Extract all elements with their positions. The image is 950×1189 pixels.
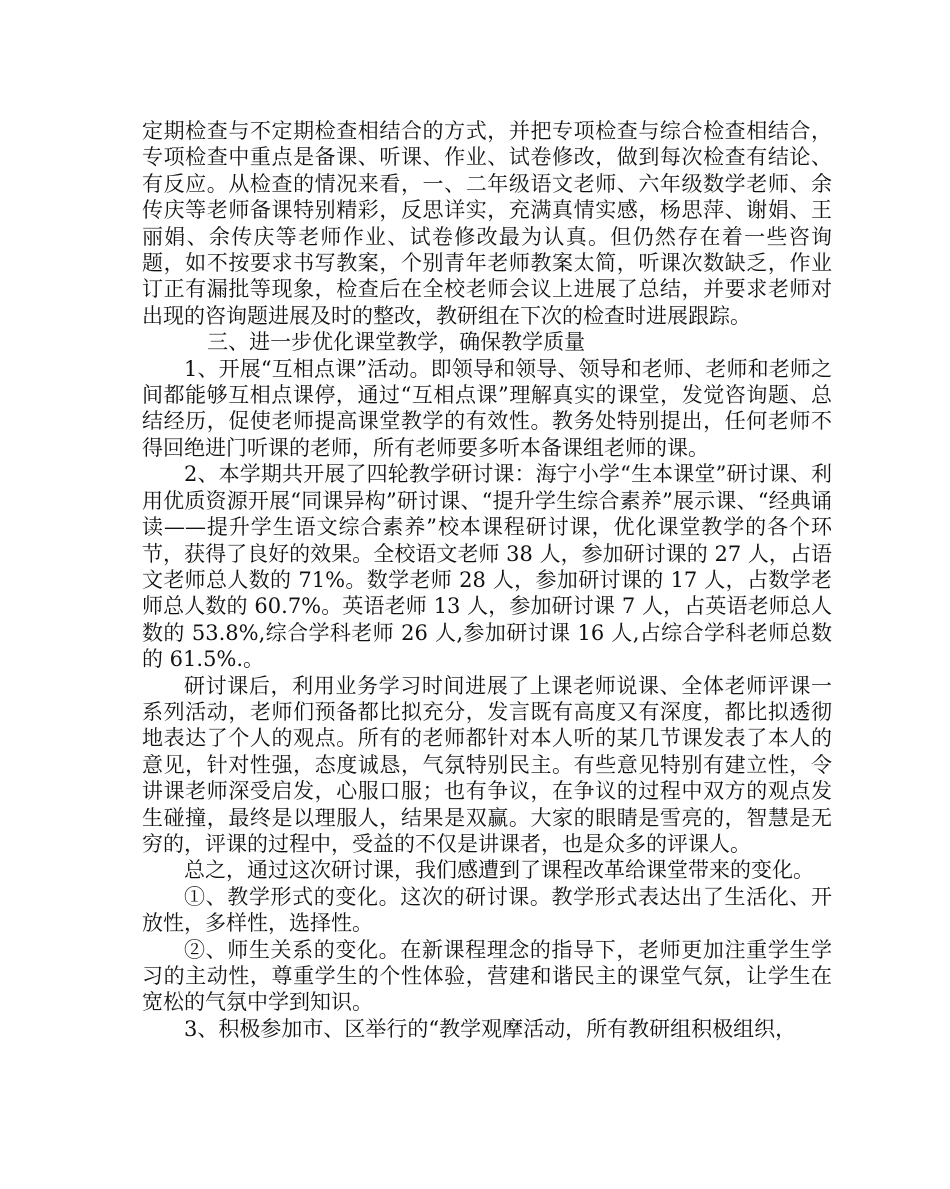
- paragraph-summary: 总之，通过这次研讨课，我们感遭到了课程改革给课堂带来的变化。: [184, 858, 814, 883]
- paragraph-inspection-summary: 定期检查与不定期检查相结合的方式，并把专项检查与综合检查相结合，专项检查中重点是备课、听课、作业、试卷修改，做到每次检查有结论、有反应。从检查的情况来看，一、二年级语文老师、六年级数学老师、余传庆等老师备课特别精彩，反思详实，充满真情实感，杨思萍、谢娟、王丽娟、余传庆等老师作业、试卷修改最为认真。但仍然存在着一些咨询题，如不按要求书写教案，个别青年老师教案太简，听课次数缺乏，作业订正有漏批等现象，检查后在全校老师会议上进展了总结，并要求老师对出现的咨询题进展及时的整改，教研组在下次的检查时进展跟踪。: [142, 119, 832, 328]
- paragraph-observation-activity: 3、积极参加市、区举行的“教学观摩活动，所有教研组积极组织，: [184, 1016, 797, 1041]
- paragraph-research-lessons: 2、本学期共开展了四轮教学研讨课：海宁小学“生本课堂”研讨课、利用优质资源开展“同课异构”研讨课、“提升学生综合素养”展示课、“经典诵读——提升学生语文综合素养”校本课程研讨课，优化课堂教学的各个环节，获得了良好的效果。全校语文老师 38 人，参加研讨课的 27 人，占语文老师总人数的 71%。数学老师 28 人，参加研讨课的 17 人，占数学老师总人数的 60.7%。英语老师 13 人，参加研讨课 7 人，占英语老师总人数的 53.8%,综合学科老师 26 人,参加研讨课 16 人,占综合学科老师总数的 61.5%.。: [142, 462, 832, 672]
- paragraph-mutual-lesson-activity: 1、开展“互相点课”活动。即领导和领导、领导和老师、老师和老师之间都能够互相点课停，通过“互相点课”理解真实的课堂，发觉咨询题、总结经历，促使老师提高课堂教学的有效性。教务处特别提出，任何老师不得回绝进门听课的老师，所有老师要多听本备课组老师的课。: [142, 356, 832, 460]
- paragraph-after-research-lessons: 研讨课后，利用业务学习时间进展了上课老师说课、全体老师评课一系列活动，老师们预备都比拟充分，发言既有高度又有深度，都比拟透彻地表达了个人的观点。所有的老师都针对本人听的某几节课发表了本人的意见，针对性强，态度诚恳，气氛特别民主。有些意见特别有建立性，令讲课老师深受启发，心服口服；也有争议，在争议的过程中双方的观点发生碰撞，最终是以理服人，结果是双赢。大家的眼睛是雪亮的，智慧是无穷的，评课的过程中，受益的不仅是讲课者，也是众多的评课人。: [142, 673, 832, 856]
- document-page: [142, 118, 832, 1042]
- paragraph-teaching-form-change: ①、教学形式的变化。这次的研讨课。教学形式表达出了生活化、开放性，多样性，选择性。: [142, 884, 832, 936]
- section-heading-optimize-teaching: 三、进一步优化课堂教学，确保教学质量: [207, 330, 586, 355]
- paragraph-teacher-student-change: ②、师生关系的变化。在新课程理念的指导下，老师更加注重学生学习的主动性，尊重学生的个性体验，营建和谐民主的课堂气氛，让学生在宽松的气氛中学到知识。: [142, 937, 832, 1015]
